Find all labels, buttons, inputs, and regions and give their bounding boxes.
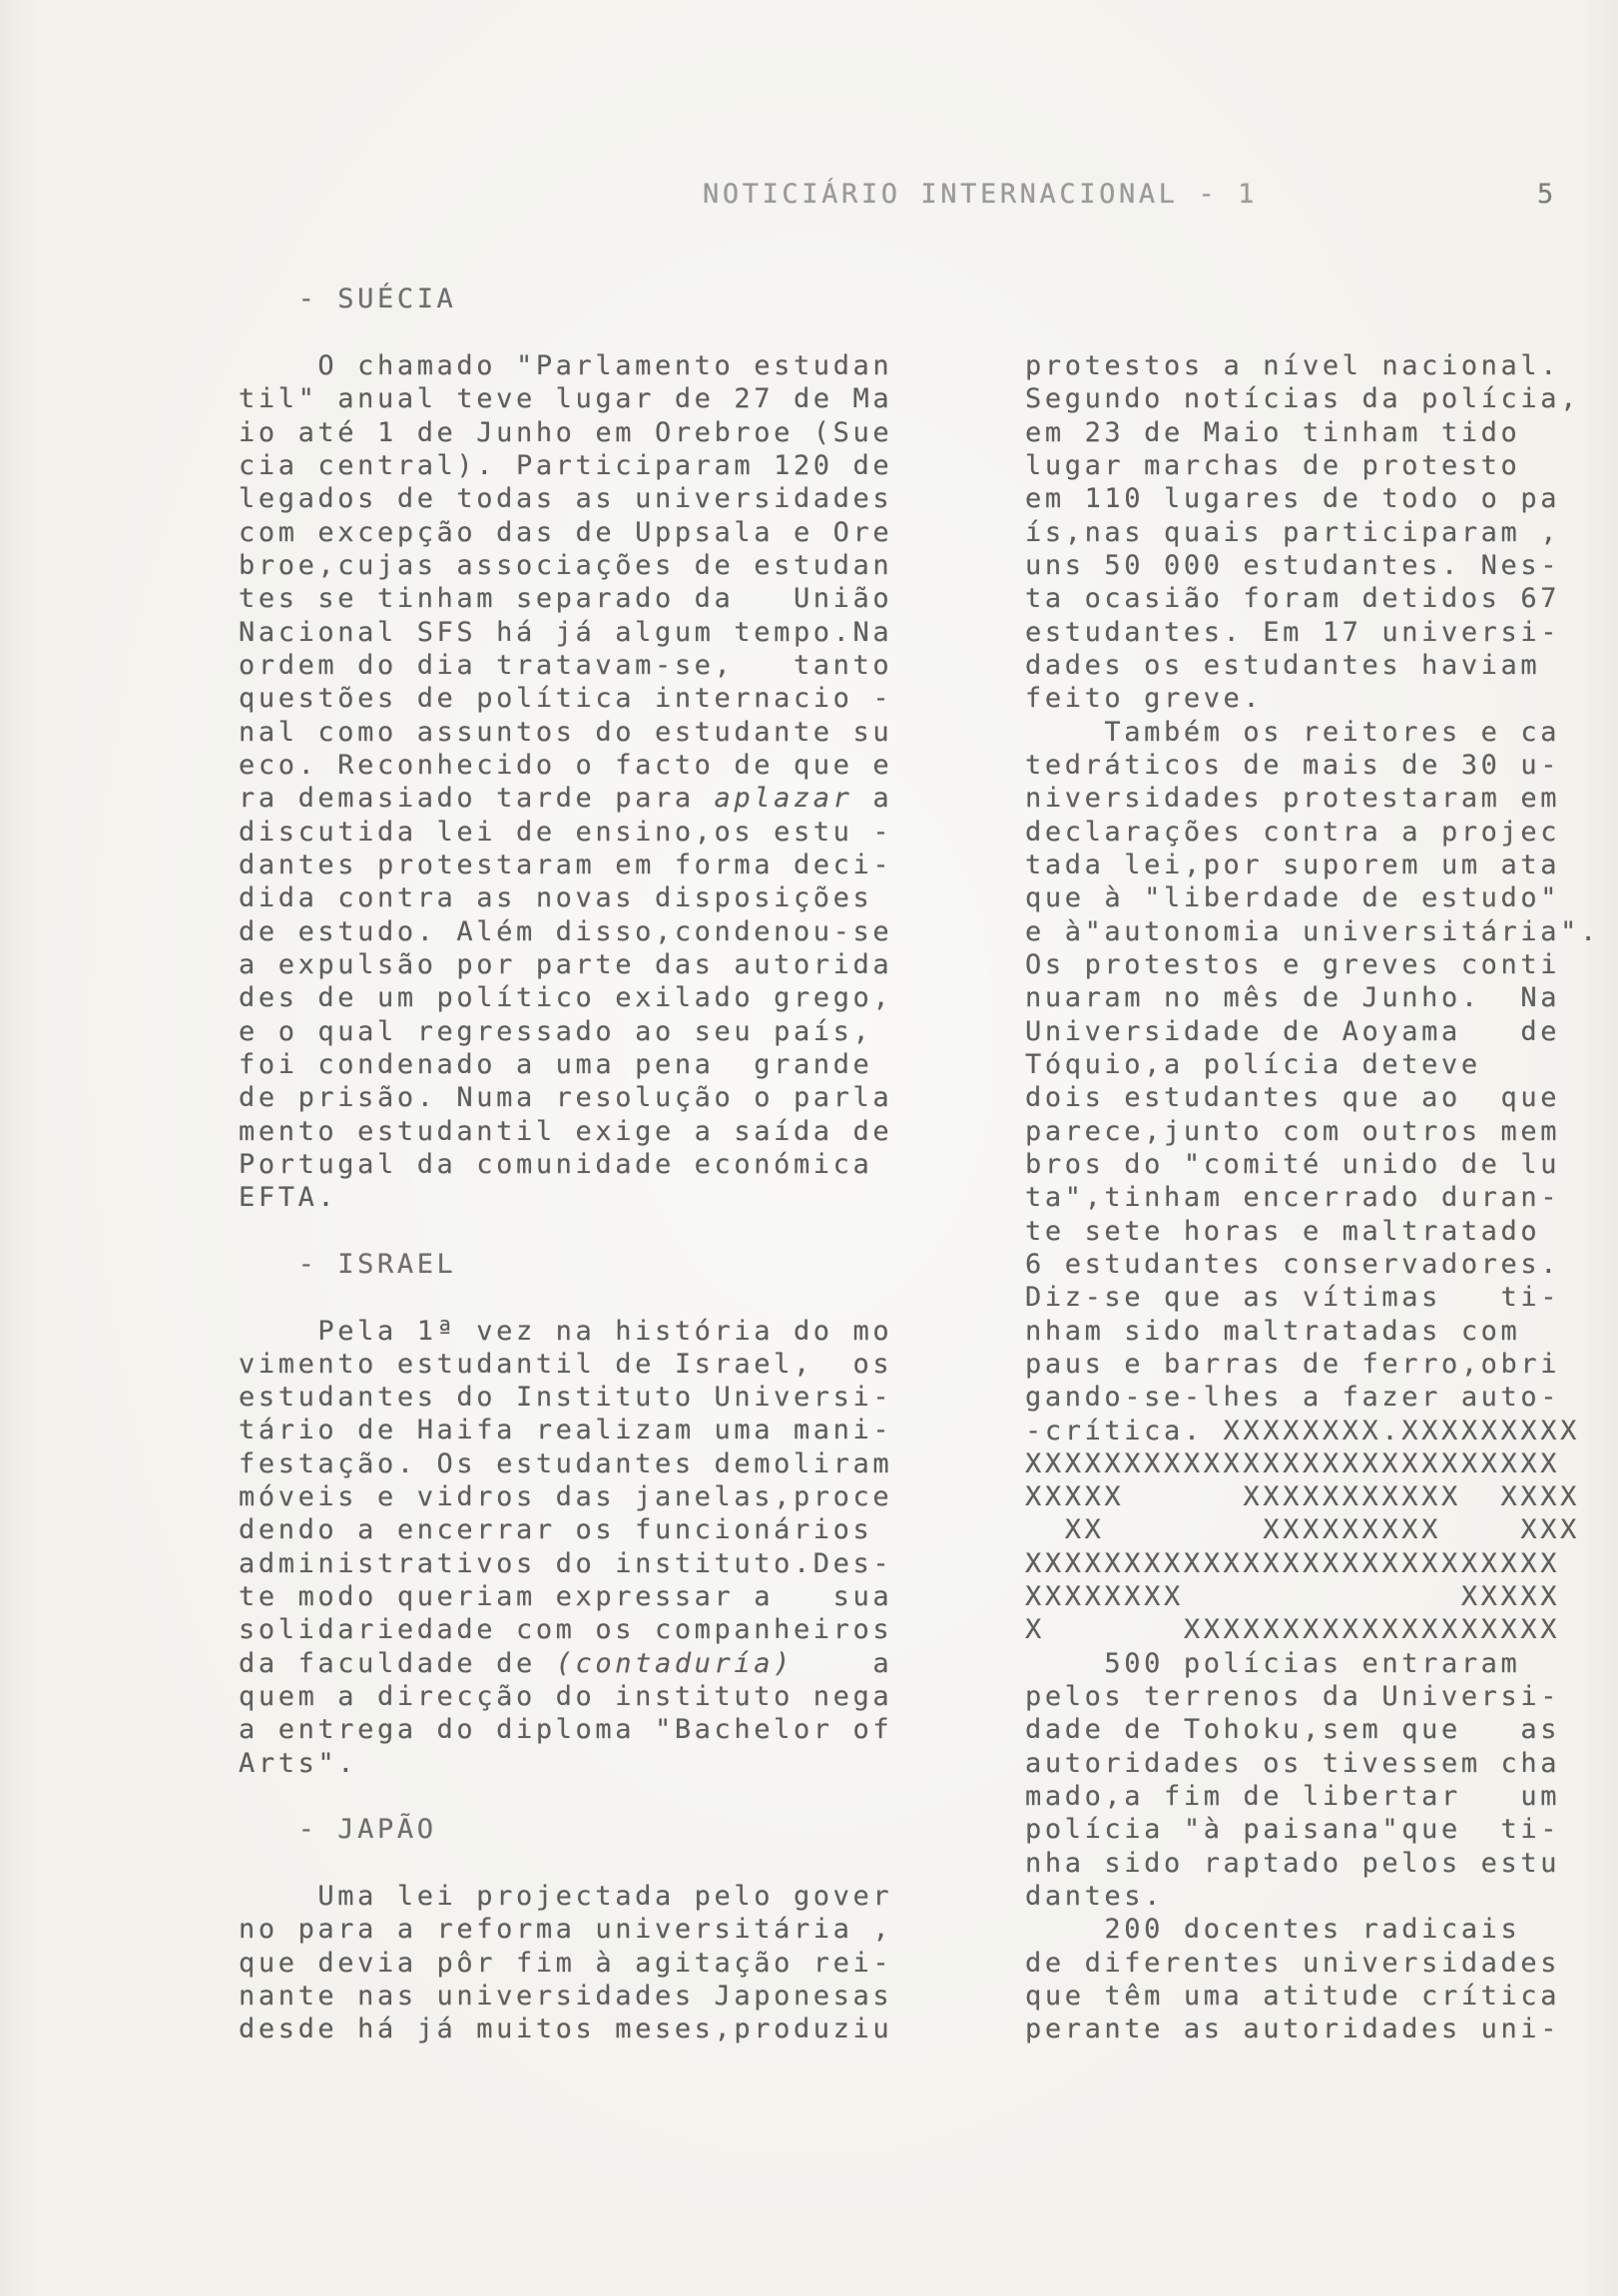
text-line: no para a reforma universitária , <box>239 1914 893 1946</box>
text-line: gando-se-lhes a fazer auto- <box>1025 1382 1561 1414</box>
text-line: dade de Tohoku,sem que as <box>1025 1714 1561 1746</box>
section-heading: - SUÉCIA <box>239 284 457 315</box>
text-line: dantes protestaram em forma deci- <box>239 849 893 880</box>
text-line: Uma lei projectada pelo gover <box>239 1881 893 1913</box>
text-line: 6 estudantes conservadores. <box>1025 1248 1561 1280</box>
text-line: perante as autoridades uni- <box>1025 2013 1561 2045</box>
text-line: nuaram no mês de Junho. Na <box>1025 982 1561 1014</box>
section-heading: - ISRAEL <box>239 1248 457 1280</box>
text-line: O chamado "Parlamento estudan <box>239 349 893 381</box>
news-section <box>239 1248 937 1780</box>
section-text <box>239 1880 937 2046</box>
news-section <box>239 283 937 1214</box>
text-run: da faculdade de <box>239 1647 556 1679</box>
text-line: lugar marchas de protesto <box>1025 449 1521 481</box>
text-line: Universidade de Aoyama de <box>1025 1015 1561 1047</box>
text-line: de prisão. Numa resolução o parla <box>239 1082 893 1114</box>
text-line: protestos a nível nacional. <box>1025 350 1561 381</box>
text-line: til" anual teve lugar de 27 de Ma <box>239 383 893 415</box>
text-line: de estudo. Além disso,condenou-se <box>239 915 893 947</box>
text-line: XXXXXXXXXXXXXXXXXXXXXXXXXXX <box>1025 1447 1561 1479</box>
text-line: -crítica. XXXXXXXX.XXXXXXXXX <box>1025 1415 1580 1446</box>
text-line: XXXXXXXX XXXXX <box>1025 1581 1561 1613</box>
text-line: em 23 de Maio tinham tido <box>1025 416 1521 448</box>
text-line: ta",tinham encerrado duran- <box>1025 1182 1561 1214</box>
text-line: com excepção das de Uppsala e Ore <box>239 516 893 548</box>
section-text <box>239 1315 937 1781</box>
text-line: feito greve. <box>1025 683 1264 715</box>
text-line: Nacional SFS há já algum tempo.Na <box>239 616 893 648</box>
text-line: que têm uma atitude crítica <box>1025 1981 1561 2012</box>
text-line: dendo a encerrar os funcionários <box>239 1514 873 1546</box>
text-run: a <box>852 783 893 815</box>
text-line: uns 50 000 estudantes. Nes- <box>1025 549 1561 581</box>
left-column <box>239 283 937 2045</box>
text-line: cia central). Participaram 120 de <box>239 449 893 481</box>
text-line: a entrega do diploma "Bachelor of <box>239 1714 893 1746</box>
text-line: discutida lei de ensino,os estu - <box>239 816 893 848</box>
text-line: ordem do dia tratavam-se, tanto <box>239 649 893 681</box>
text-line: des de um político exilado grego, <box>239 982 893 1014</box>
text-line: solidariedade com os companheiros <box>239 1614 893 1646</box>
text-line: legados de todas as universidades <box>239 483 893 515</box>
text-run: ra demasiado tarde para <box>239 783 715 815</box>
text-line: Diz-se que as vítimas ti- <box>1025 1282 1561 1314</box>
text-line: Segundo notícias da polícia, <box>1025 383 1580 415</box>
text-line: parece,junto com outros mem <box>1025 1115 1561 1147</box>
text-line: estudantes do Instituto Universi- <box>239 1382 893 1414</box>
text-line: desde há já muitos meses,produziu <box>239 2013 893 2045</box>
text-line: dantes. <box>1025 1881 1164 1913</box>
text-line: móveis e vidros das janelas,proce <box>239 1481 893 1513</box>
text-line: EFTA. <box>239 1182 338 1214</box>
text-line: Os protestos e greves conti <box>1025 948 1561 980</box>
text-line: polícia "à paisana"que ti- <box>1025 1814 1561 1846</box>
text-line: 500 polícias entraram <box>1025 1647 1521 1679</box>
text-line: festação. Os estudantes demoliram <box>239 1447 893 1479</box>
right-column <box>1025 349 1614 2046</box>
text-line: bros do "comité unido de lu <box>1025 1148 1561 1180</box>
news-section <box>239 1813 937 2045</box>
text-line: tes se tinham separado da União <box>239 583 893 615</box>
text-line: que devia pôr fim à agitação rei- <box>239 1947 893 1979</box>
text-line: questões de política internacio - <box>239 683 893 715</box>
text-line: nal como assuntos do estudante su <box>239 716 893 748</box>
text-line: broe,cujas associações de estudan <box>239 549 893 581</box>
text-line: ís,nas quais participaram , <box>1025 516 1561 548</box>
text-line: Arts". <box>239 1747 358 1779</box>
text-line: de diferentes universidades <box>1025 1947 1561 1979</box>
text-line: pelos terrenos da Universi- <box>1025 1681 1561 1713</box>
text-line: Pela 1ª vez na história do mo <box>239 1315 893 1347</box>
text-line: tário de Haifa realizam uma mani- <box>239 1415 893 1446</box>
section-text <box>239 349 937 1215</box>
text-line: nham sido maltratadas com <box>1025 1315 1521 1347</box>
text-line: tedráticos de mais de 30 u- <box>1025 749 1561 781</box>
text-line: te modo queriam expressar a sua <box>239 1581 893 1613</box>
text-line: paus e barras de ferro,obri <box>1025 1348 1561 1380</box>
text-line: X XXXXXXXXXXXXXXXXXXX <box>1025 1614 1561 1646</box>
section-heading: - JAPÃO <box>239 1814 437 1846</box>
text-line: declarações contra a projec <box>1025 816 1561 848</box>
text-line: a expulsão por parte das autorida <box>239 948 893 980</box>
text-line: tada lei,por suporem um ata <box>1025 849 1561 880</box>
page-number: 5 <box>1537 179 1557 210</box>
text-line: mado,a fim de libertar um <box>1025 1781 1561 1813</box>
text-run: a <box>793 1647 893 1679</box>
text-line <box>239 1647 937 1680</box>
text-line: e à"autonomia universitária". <box>1025 915 1600 947</box>
text-line: nha sido raptado pelos estu <box>1025 1847 1561 1879</box>
text-line: Portugal da comunidade económica <box>239 1148 873 1180</box>
text-line: Tóquio,a polícia deteve <box>1025 1048 1481 1080</box>
text-line <box>239 782 937 815</box>
text-line: que à "liberdade de estudo" <box>1025 882 1561 914</box>
text-line: estudantes. Em 17 universi- <box>1025 616 1561 648</box>
text-line: XX XXXXXXXXX XXX <box>1025 1514 1580 1546</box>
text-line: administrativos do instituto.Des- <box>239 1547 893 1579</box>
text-line: Também os reitores e ca <box>1025 716 1561 748</box>
text-line: nante nas universidades Japonesas <box>239 1981 893 2012</box>
text-line: quem a direcção do instituto nega <box>239 1681 893 1713</box>
text-line: 200 docentes radicais <box>1025 1914 1521 1946</box>
text-line: mento estudantil exige a saída de <box>239 1115 893 1147</box>
text-line: e o qual regressado ao seu país, <box>239 1015 873 1047</box>
text-line: te sete horas e maltratado <box>1025 1215 1541 1247</box>
text-line: foi condenado a uma pena grande <box>239 1048 873 1080</box>
text-line: XXXXXXXXXXXXXXXXXXXXXXXXXXX <box>1025 1547 1561 1579</box>
emphasized-text: (contaduría) <box>555 1647 794 1679</box>
running-header: NOTICIÁRIO INTERNACIONAL - 1 <box>703 179 1258 210</box>
text-line: XXXXX XXXXXXXXXXX XXXX <box>1025 1481 1580 1513</box>
text-line: dades os estudantes haviam <box>1025 649 1541 681</box>
text-line: dois estudantes que ao que <box>1025 1082 1561 1114</box>
text-line: io até 1 de Junho em Orebroe (Sue <box>239 416 893 448</box>
text-line: dida contra as novas disposições <box>239 882 873 914</box>
text-line: eco. Reconhecido o facto de que e <box>239 749 893 781</box>
text-line: niversidades protestaram em <box>1025 783 1561 815</box>
emphasized-text: aplazar <box>714 783 853 815</box>
text-line: em 110 lugares de todo o pa <box>1025 483 1561 515</box>
text-line: autoridades os tivessem cha <box>1025 1747 1561 1779</box>
text-line: ta ocasião foram detidos 67 <box>1025 583 1561 615</box>
text-line: vimento estudantil de Israel, os <box>239 1348 893 1380</box>
